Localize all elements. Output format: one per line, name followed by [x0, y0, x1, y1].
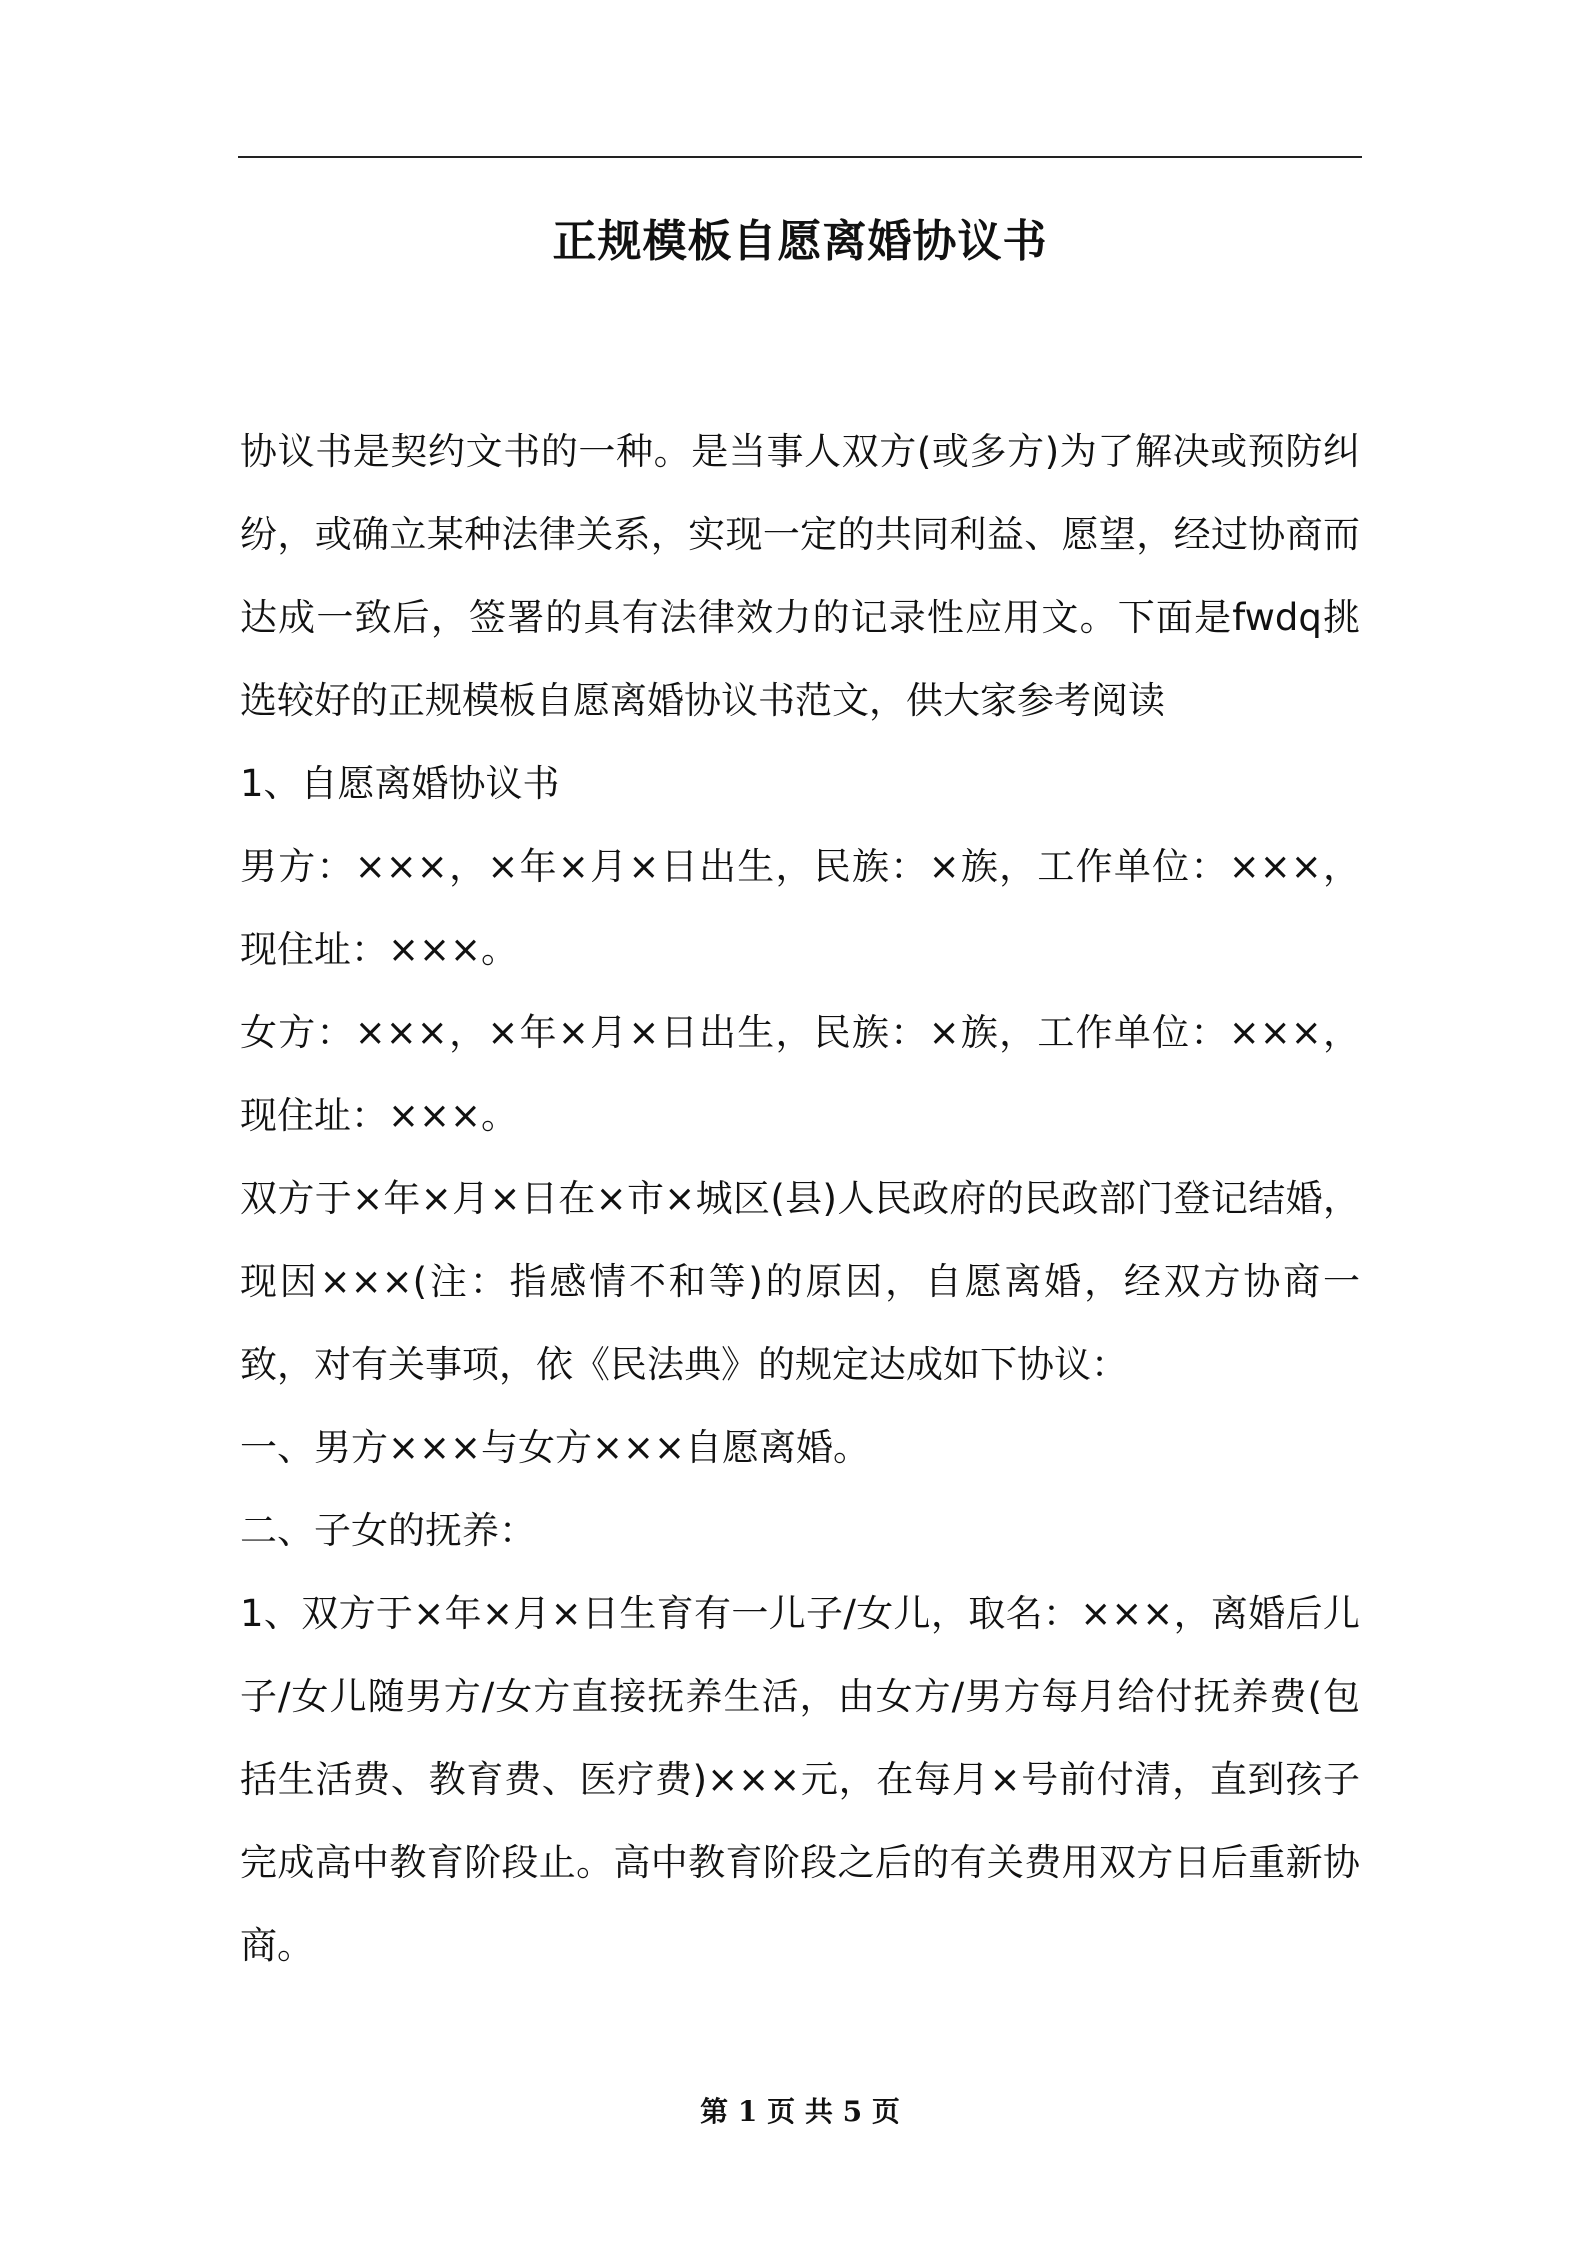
document-title: 正规模板自愿离婚协议书 [552, 216, 1048, 267]
wife-info-paragraph: 女方：×××，×年×月×日出生，民族：×族，工作单位：×××，现住址：×××。 [240, 1011, 1360, 1137]
section-heading: 1、自愿离婚协议书 [240, 762, 560, 805]
header-divider [238, 156, 1362, 158]
page-number-footer: 第 1 页 共 5 页 [700, 2095, 900, 2128]
marriage-registration-paragraph: 双方于×年×月×日在×市×城区(县)人民政府的民政部门登记结婚，现因×××(注：指感情不和等)的原因，自愿离婚，经双方协商一致，对有关事项，依《民法典》的规定达成如下协议： [240, 1177, 1360, 1386]
husband-info-paragraph: 男方：×××，×年×月×日出生，民族：×族，工作单位：×××，现住址：×××。 [240, 845, 1360, 971]
child-custody-paragraph: 1、双方于×年×月×日生育有一儿子/女儿，取名：×××，离婚后儿子/女儿随男方/女方直接抚养生活，由女方/男方每月给付抚养费(包括生活费、教育费、医疗费)×××元，在每月×号前付清，直到孩子完成高中教育阶段止。高中教育阶段之后的有关费用双方日后重新协商。 [240, 1592, 1360, 1967]
clause-one: 一、男方×××与女方×××自愿离婚。 [240, 1426, 871, 1469]
intro-paragraph: 协议书是契约文书的一种。是当事人双方(或多方)为了解决或预防纠纷，或确立某种法律关系，实现一定的共同利益、愿望，经过协商而达成一致后，签署的具有法律效力的记录性应用文。下面是fwdq挑选较好的正规模板自愿离婚协议书范文，供大家参考阅读 [240, 430, 1360, 722]
clause-two-heading: 二、子女的抚养： [240, 1509, 536, 1552]
document-body [240, 410, 1360, 1987]
